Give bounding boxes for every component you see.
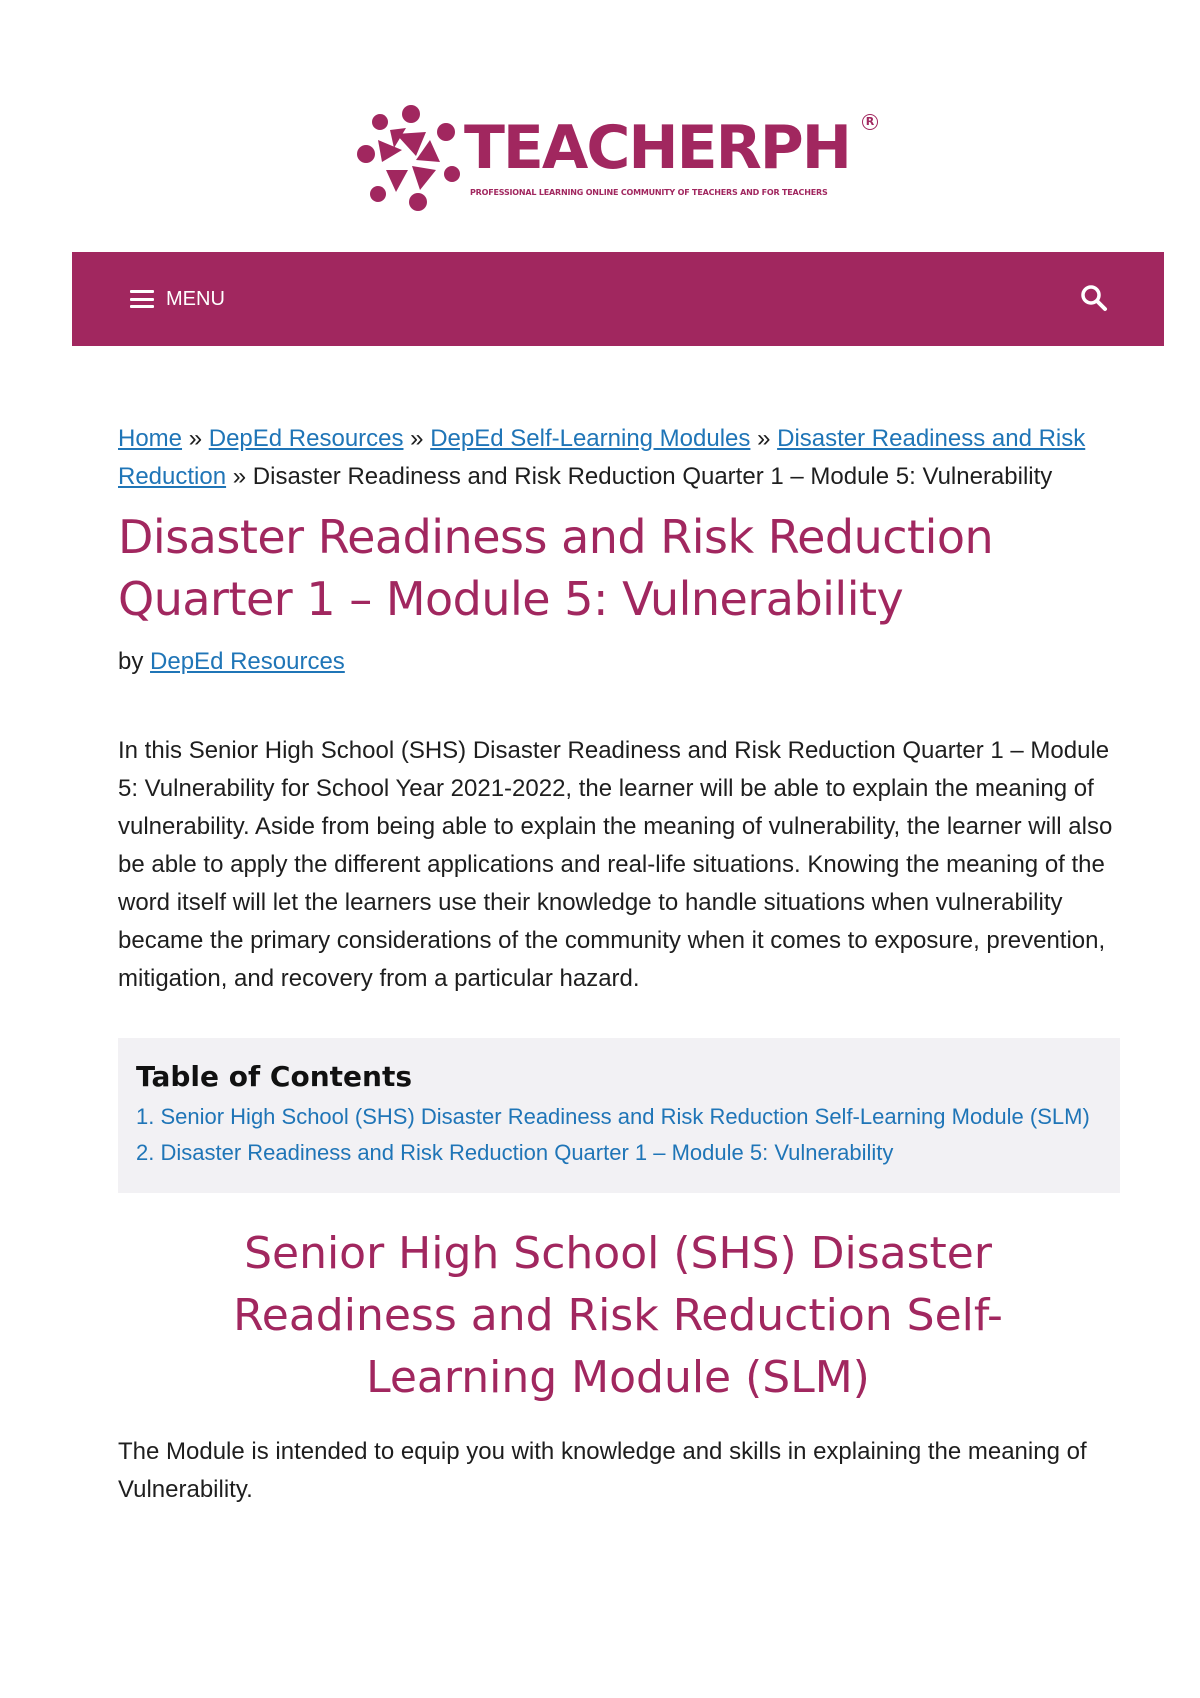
breadcrumb-current: Disaster Readiness and Risk Reduction Quarter 1 – Module 5: Vulnerability: [252, 463, 1053, 490]
section-paragraph: The Module is intended to equip you with knowledge and skills in explaining the meaning of Vulnerability.: [118, 1438, 1087, 1503]
breadcrumb: [118, 420, 1118, 496]
author-link[interactable]: DepEd Resources: [150, 648, 345, 675]
menu-button[interactable]: [130, 282, 225, 316]
registered-mark: R: [862, 114, 878, 130]
byline: [118, 648, 1118, 676]
breadcrumb-separator: »: [410, 425, 424, 452]
breadcrumb-drrr-link[interactable]: Disaster Readiness and Risk Reduction: [118, 425, 1086, 490]
search-icon[interactable]: [1076, 280, 1112, 316]
breadcrumb-separator: »: [232, 463, 247, 490]
toc-link-module-5[interactable]: 2. Disaster Readiness and Risk Reduction Quarter 1 – Module 5: Vulnerability: [136, 1140, 894, 1165]
table-of-contents: [118, 1038, 1120, 1193]
menu-label: MENU: [166, 287, 225, 310]
main-content: [118, 420, 1118, 1509]
page-title: Disaster Readiness and Risk Reduction Quarter 1 – Module 5: Vulnerability: [118, 510, 994, 626]
breadcrumb-deped-resources-link[interactable]: DepEd Resources: [208, 425, 404, 452]
logo-wordmark: TEACHERPH: [464, 113, 850, 183]
byline-prefix: by: [118, 648, 144, 675]
toc-item[interactable]: [136, 1099, 1102, 1135]
toc-link-slm[interactable]: 1. Senior High School (SHS) Disaster Readiness and Risk Reduction Self-Learning Module (SLM): [136, 1104, 1090, 1129]
breadcrumb-separator: »: [757, 425, 771, 452]
hamburger-icon: [130, 290, 154, 308]
toc-item[interactable]: [136, 1135, 1102, 1171]
main-navbar: [72, 252, 1164, 346]
breadcrumb-separator: »: [188, 425, 203, 452]
logo-tagline: PROFESSIONAL LEARNING ONLINE COMMUNITY OF TEACHERS AND FOR TEACHERS: [470, 188, 828, 197]
intro-paragraph: In this Senior High School (SHS) Disaster Readiness and Risk Reduction Quarter 1 – Module 5: Vulnerability for School Year 2021-2022, the learner will be able to explain the meaning of vulnerability. Aside from being able to explain the meaning of vulnerability, the learner will also be able to apply the different applications and real-life situations. Knowing the meaning of the word itself will let the learners use their knowledge to handle situations when vulnerability became the primary considerations of the community when it comes to exposure, prevention, mitigation, and recovery from a particular hazard.: [118, 737, 1113, 992]
breadcrumb-self-learning-modules-link[interactable]: DepEd Self-Learning Modules: [430, 425, 751, 452]
site-logo[interactable]: [0, 96, 1200, 216]
people-circle-logo-icon: [356, 104, 466, 212]
toc-title: Table of Contents: [136, 1060, 413, 1093]
breadcrumb-home-link[interactable]: Home: [118, 425, 183, 452]
section-heading: Senior High School (SHS) Disaster Readiness and Risk Reduction Self-Learning Module (SLM): [233, 1228, 1003, 1403]
